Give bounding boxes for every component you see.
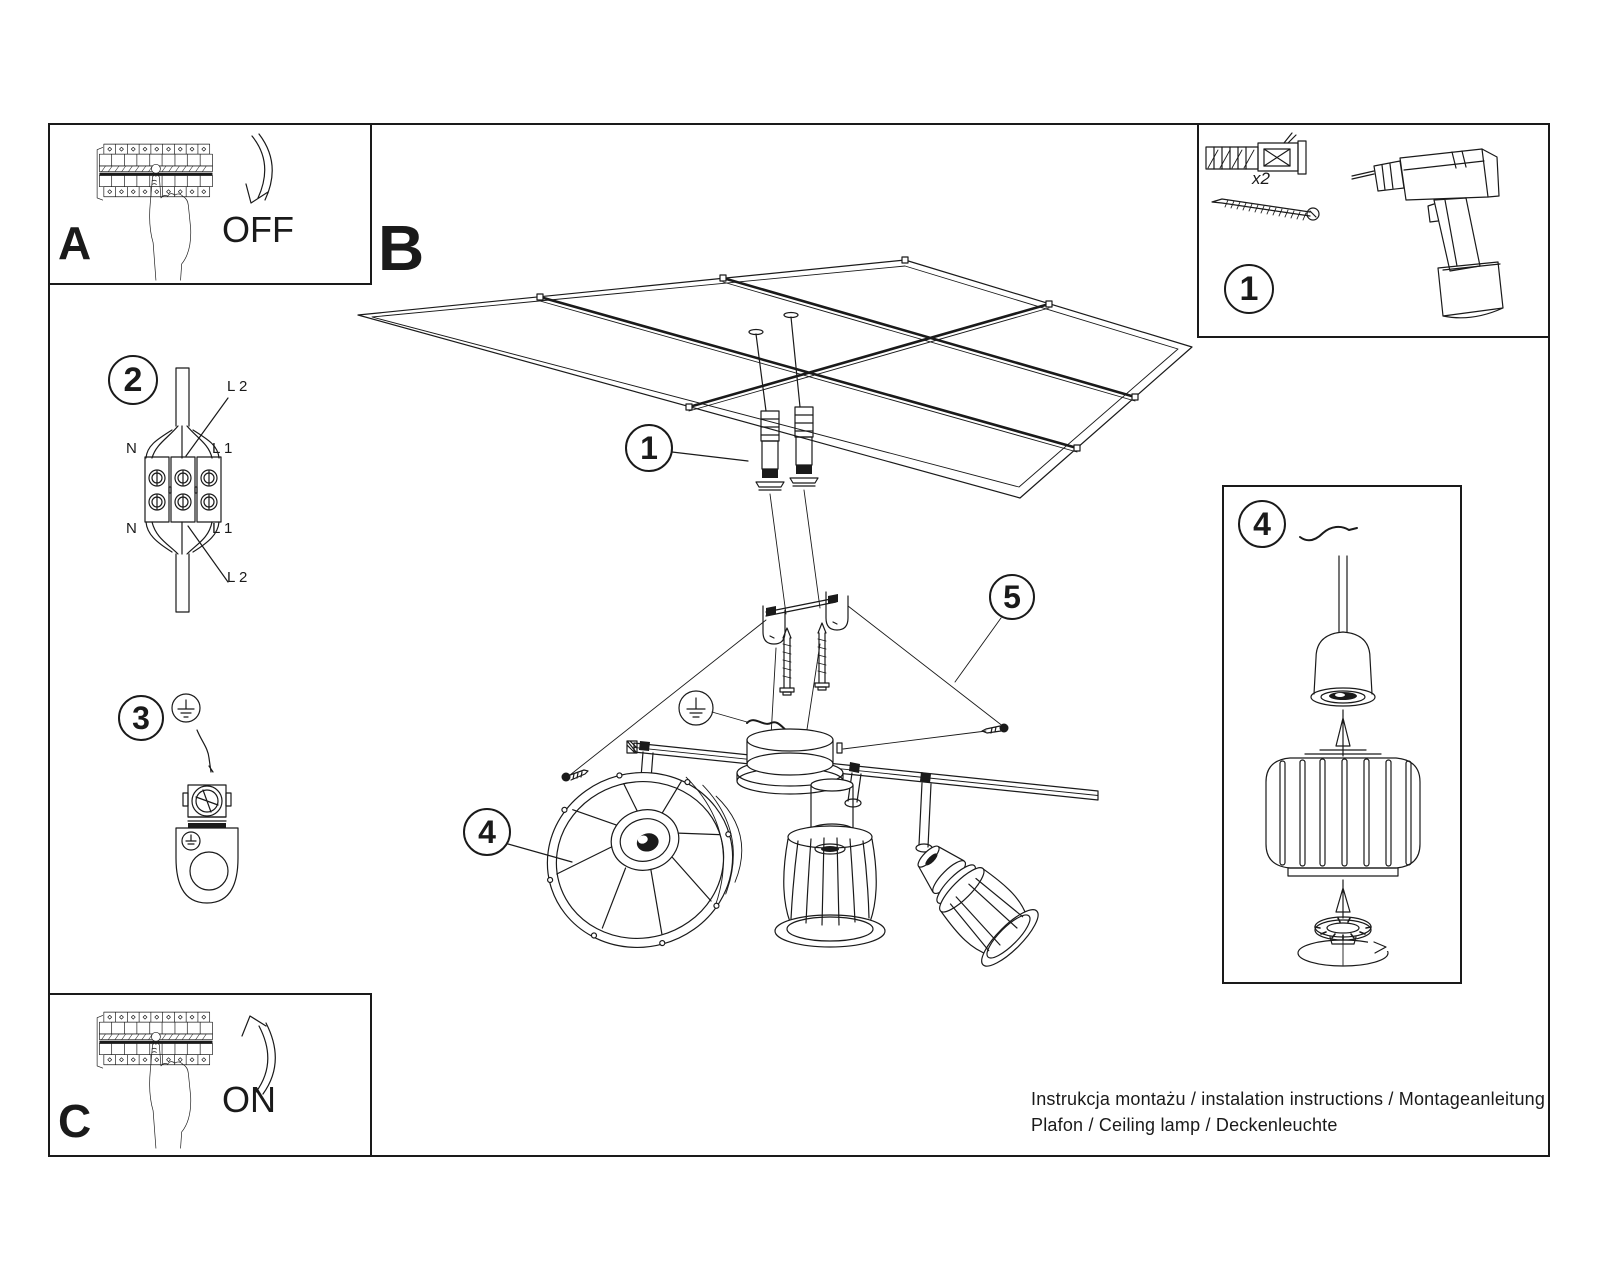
ground-symbol-icon bbox=[172, 694, 200, 722]
breaker-off-illustration bbox=[97, 134, 272, 280]
terminal-label-l2-bottom: L 2 bbox=[227, 569, 248, 586]
terminal-label-n-bottom: N bbox=[126, 520, 137, 537]
panel-b-label: B bbox=[378, 212, 425, 284]
grounding-diagram bbox=[172, 694, 238, 903]
wall-plug-icon bbox=[1206, 133, 1306, 174]
step-4-badge: 4 bbox=[1238, 500, 1286, 548]
drill-icon bbox=[1352, 149, 1503, 318]
ground-symbol-main bbox=[679, 691, 787, 731]
screw-icon bbox=[815, 623, 829, 690]
footer-title-line1: Instrukcja montażu / instalation instructions / Montageanleitung bbox=[1031, 1089, 1546, 1109]
terminal-label-l1-top: L 1 bbox=[212, 440, 233, 457]
ceiling-grid bbox=[358, 257, 1192, 498]
wall-plug-icon bbox=[756, 411, 784, 490]
step-1-badge: 1 bbox=[1224, 264, 1274, 314]
screw-icon bbox=[780, 628, 794, 695]
screw-icon bbox=[1212, 199, 1319, 220]
step-3-badge: 3 bbox=[118, 695, 164, 741]
cable-icon bbox=[1300, 527, 1357, 540]
spotlight-right bbox=[898, 772, 1045, 973]
terminal-label-l1-bottom: L 1 bbox=[212, 520, 233, 537]
panel-a-off-label: OFF bbox=[222, 209, 294, 250]
wall-plug-icon bbox=[790, 407, 818, 486]
spotlight-middle bbox=[775, 762, 885, 947]
arrow-down-icon bbox=[246, 134, 272, 203]
callout-screws-badge: 5 bbox=[989, 574, 1035, 620]
spotlight-left bbox=[526, 741, 763, 970]
panel-c-on-label: ON bbox=[222, 1079, 276, 1120]
step-2-badge: 2 bbox=[108, 355, 158, 405]
wiring-diagram bbox=[145, 368, 228, 612]
callout-anchor-badge: 1 bbox=[625, 424, 673, 472]
panel-a-label: A bbox=[58, 217, 92, 269]
terminal-label-n-top: N bbox=[126, 440, 137, 457]
callout-1-leader bbox=[672, 452, 748, 461]
panel-c-label: C bbox=[58, 1095, 92, 1147]
small-screw-icon bbox=[982, 724, 1009, 734]
cage-shade-icon bbox=[898, 826, 1045, 973]
terminal-label-l2-top: L 2 bbox=[227, 378, 248, 395]
footer-title-line2: Plafon / Ceiling lamp / Deckenleuchte bbox=[1031, 1115, 1338, 1135]
shade-assembly-illustration bbox=[1266, 527, 1420, 966]
anchor-quantity-label: x2 bbox=[1252, 169, 1270, 188]
callout-shade-badge: 4 bbox=[463, 808, 511, 856]
mounting-bracket bbox=[763, 592, 848, 736]
main-illustration bbox=[358, 257, 1192, 973]
anchors-and-wires bbox=[672, 313, 820, 615]
